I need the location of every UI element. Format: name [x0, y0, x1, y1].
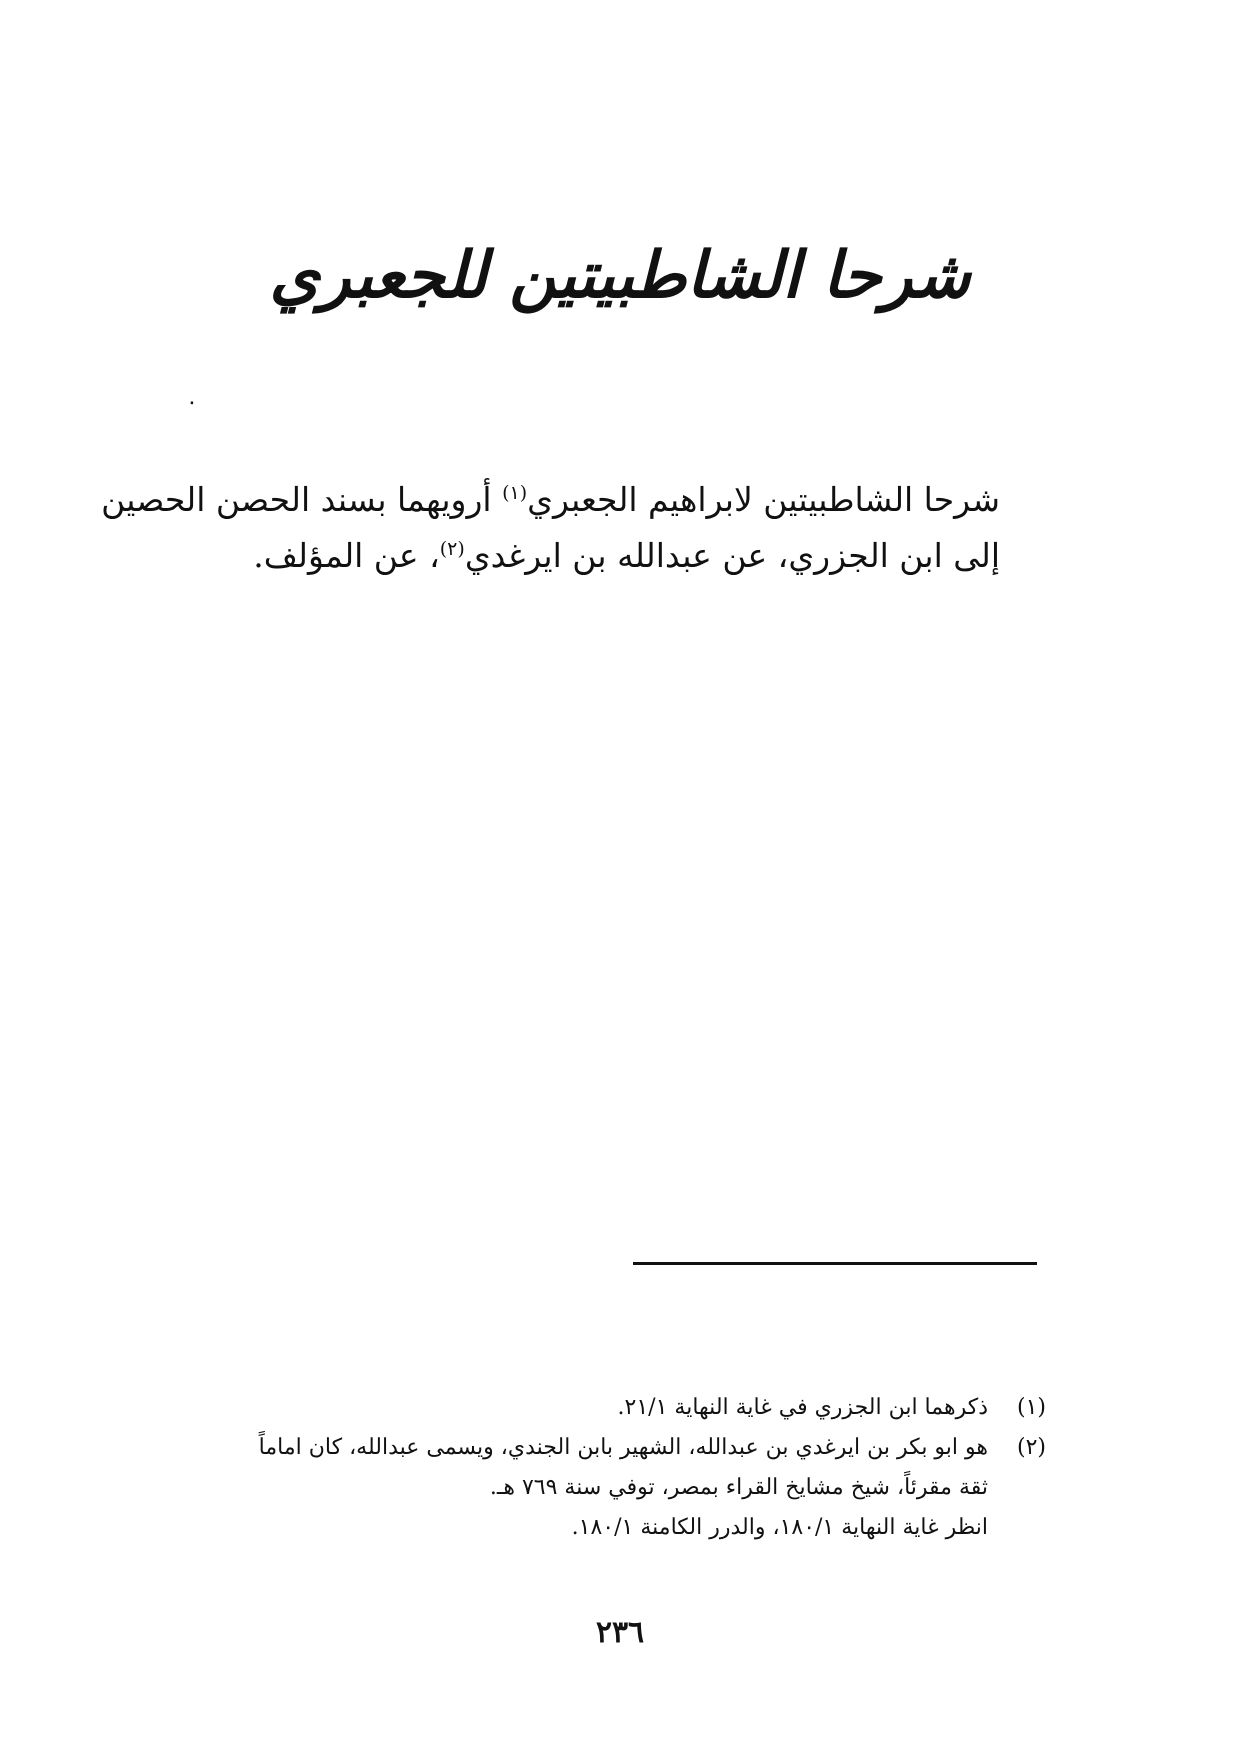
footnote-1 — [136, 1388, 1046, 1428]
intro-text: شرحا الشاطبيتين لابراهيم الجعبري — [527, 480, 1000, 519]
footnote-line: انظر غاية النهاية ١٨٠/١، والدرر الكامنة ١٨٠/١. — [571, 1515, 988, 1540]
footnote-text — [136, 1388, 988, 1428]
intro-text: أرويهما بسند الحصن الحصين — [101, 480, 503, 519]
footnote-line: هو ابو بكر بن ايرغدي بن عبدالله، الشهير بابن الجندي، ويسمى عبدالله، كان اماماً — [258, 1435, 988, 1460]
page-title: شرحا الشاطبيتين للجعبري — [269, 239, 971, 313]
footnote-separator — [633, 1262, 1037, 1265]
intro-paragraph — [101, 472, 1000, 584]
intro-text: ، عن المؤلف. — [253, 536, 440, 575]
footnote-ref-2: (٢) — [439, 538, 465, 560]
stray-mark: ٠ — [186, 390, 198, 415]
footnote-number: (١) — [1016, 1395, 1046, 1420]
footnote-2 — [136, 1428, 1046, 1548]
footnote-line: ذكرهما ابن الجزري في غاية النهاية ٢١/١. — [617, 1395, 988, 1420]
footnote-text — [136, 1428, 988, 1548]
page-number: ٢٣٦ — [595, 1615, 645, 1650]
footnote-line: ثقة مقرئاً، شيخ مشايخ القراء بمصر، توفي سنة ٧٦٩ هـ. — [489, 1475, 988, 1500]
footnote-ref-1: (١) — [502, 482, 528, 504]
footnote-number: (٢) — [1016, 1435, 1046, 1460]
intro-line-1 — [101, 472, 1000, 528]
footnotes — [136, 1388, 1046, 1548]
intro-line-2 — [140, 528, 1000, 584]
intro-text: إلى ابن الجزري، عن عبدالله بن ايرغدي — [464, 536, 1000, 575]
